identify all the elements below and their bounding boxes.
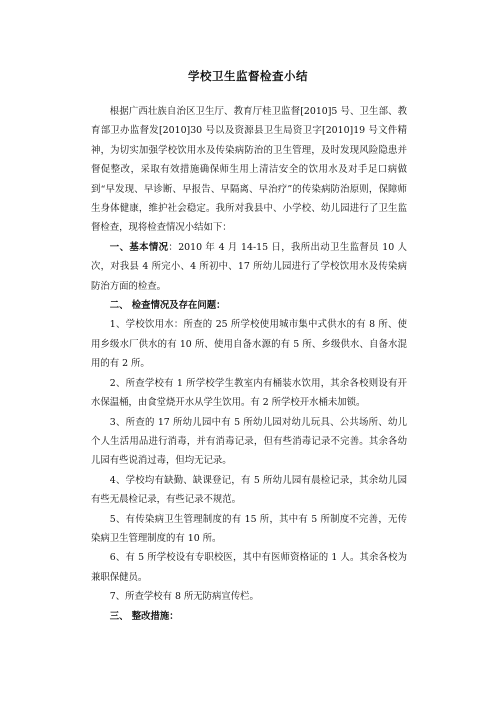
intro-paragraph: 根据广西壮族自治区卫生厅、教育厅桂卫监督[2010]5 号、卫生部、教育部卫办监督发[2010]30 号以及资源县卫生局资卫字[2010]19 号文件精神，为切实加强学校饮用水及传染病防治的卫生管理，及时发现风险隐患并督促整改，采取有效措施确保师生用上清洁安全的饮用水及对手足口病做到“早发现、早诊断、早报告、早隔离、早治疗”的传染病防治原则，保障师生身体健康，维护社会稳定。我所对我县中、小学校、幼儿园进行了卫生监督检查，现将检查情况小结如下：: [91, 106, 407, 234]
list-item: 1、学校饮用水：所查的 25 所学校使用城市集中式供水的有 8 所、使用乡级水厂供水的有 10 所、使用自备水源的有 5 所、乡级供水、自备水混用的有 2 所。: [91, 319, 407, 370]
list-item: 2、所查学校有 1 所学校学生教室内有桶装水饮用，其余各校则设有开水保温桶，由食堂烧开水从学生饮用。有 2 所学校开水桶未加锁。: [91, 377, 407, 409]
section-3-heading: 三、 整改措施：: [109, 610, 179, 622]
section-1-text: ：2010 年 4 月 14-15 日，我所出动卫生监督员 10 人次，对我县 4 所完小、4 所初中、17 所幼儿园进行了学校饮用水及传染病防治方面的检查。: [91, 241, 407, 292]
document-body: [91, 102, 407, 626]
section-1-paragraph: [91, 238, 407, 296]
section-1-heading: 一、基本情况: [109, 241, 169, 253]
list-item: 6、有 5 所学校设有专职校医，其中有医师资格证的 1 人。其余各校为兼职保健员。: [91, 552, 407, 583]
list-item: 4、学校均有缺勤、缺课登记，有 5 所幼儿园有晨检记录，其余幼儿园有些无晨检记录，有些记录不规范。: [91, 474, 407, 506]
list-item: 5、有传染病卫生管理制度的有 15 所，其中有 5 所制度不完善，无传染病卫生管理制度的有 10 所。: [91, 513, 407, 544]
list-item: 3、所查的 17 所幼儿园中有 5 所幼儿园对幼儿玩具、公共场所、幼儿个人生活用品进行消毒，并有消毒记录，但有些消毒记录不完善。其余各幼儿园有些说消过毒，但均无记录。: [91, 416, 407, 467]
section-2-heading: 二、 检查情况及存在问题：: [109, 300, 226, 312]
document-title: 学校卫生监督检查小结: [188, 69, 308, 83]
list-item: 7、所查学校有 8 所无防病宣传栏。: [109, 591, 259, 603]
